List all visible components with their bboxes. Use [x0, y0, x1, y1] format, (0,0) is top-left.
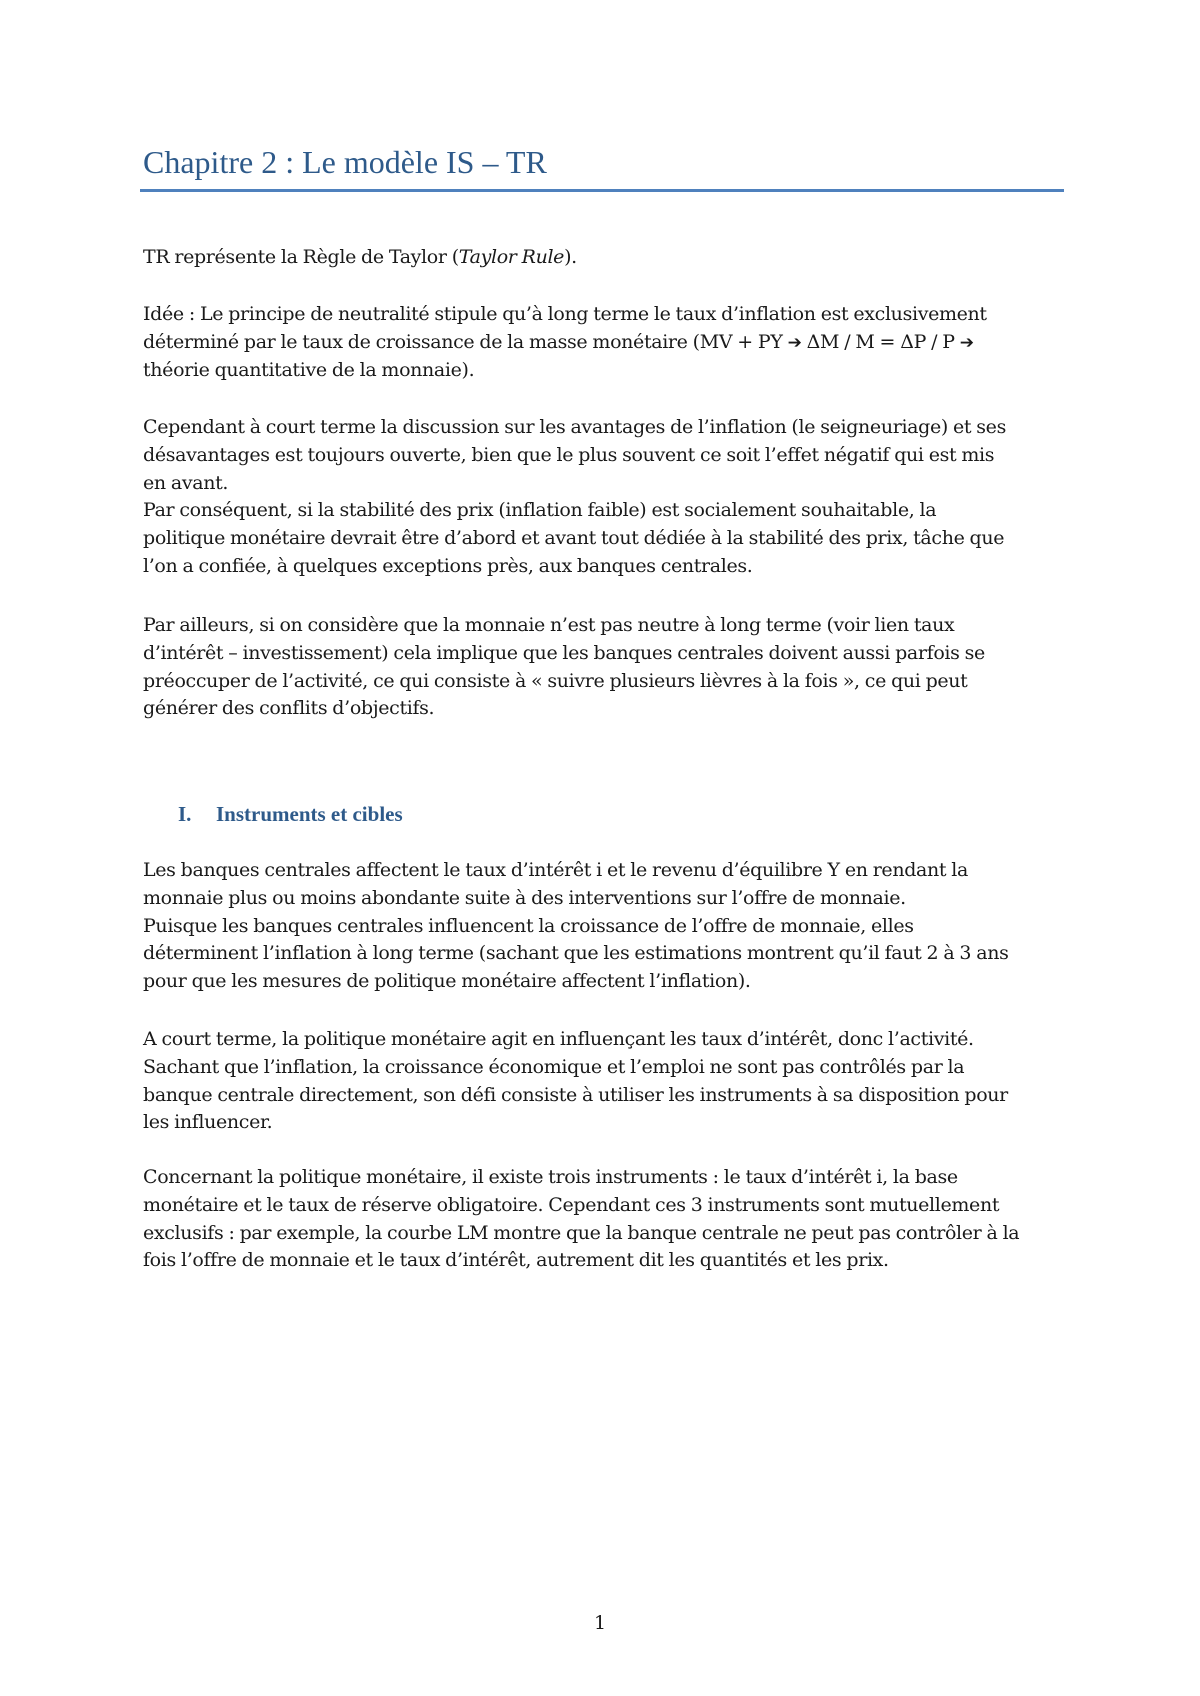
chapter-title: Chapitre 2 : Le modèle IS – TR [143, 144, 547, 180]
paragraph-line: en avant. [143, 471, 229, 494]
paragraph-ailleurs [143, 612, 1068, 723]
paragraph-line: désavantages est toujours ouverte, bien que le plus souvent ce soit l’effet négatif qui est mis [143, 443, 995, 466]
paragraph-line: monnaie plus ou moins abondante suite à des interventions sur l’offre de monnaie. [143, 886, 906, 909]
intro-tail: ). [564, 246, 577, 268]
right-arrow-icon: ➔ [787, 332, 802, 353]
paragraph-line: A court terme, la politique monétaire agit en influençant les taux d’intérêt, donc l’activité. [143, 1028, 974, 1050]
section-heading [178, 800, 403, 828]
idee-line-3: théorie quantitative de la monnaie). [143, 358, 475, 381]
idee-line-1: Idée : Le principe de neutralité stipule qu’à long terme le taux d’inflation est exclusivement [143, 303, 987, 325]
paragraph-line: Puisque les banques centrales influencent la croissance de l’offre de monnaie, elles [143, 914, 914, 937]
paragraph-line: Par conséquent, si la stabilité des prix (inflation faible) est socialement souhaitable, la [143, 499, 937, 522]
paragraph-line: monétaire et le taux de réserve obligatoire. Cependant ces 3 instruments sont mutuellement [143, 1193, 1000, 1216]
paragraph-instruments [143, 1164, 1068, 1275]
paragraph-banques [143, 857, 1068, 996]
title-underline [140, 189, 1064, 192]
idee-line-2-start: déterminé par le taux de croissance de la masse monétaire (MV + PY [143, 330, 788, 353]
paragraph-line: Par ailleurs, si on considère que la monnaie n’est pas neutre à long terme (voir lien taux [143, 614, 955, 636]
paragraph-line: Sachant que l’inflation, la croissance économique et l’emploi ne sont pas contrôlés par la [143, 1055, 965, 1078]
page-number: 1 [593, 1612, 607, 1634]
paragraph-line: préoccuper de l’activité, ce qui consiste à « suivre plusieurs lièvres à la fois », ce qui peut [143, 669, 968, 692]
taylor-rule-term: Taylor Rule [458, 246, 565, 268]
paragraph-line: l’on a confiée, à quelques exceptions près, aux banques centrales. [143, 554, 753, 577]
section-title: Instruments et cibles [216, 802, 403, 826]
paragraph-line: d’intérêt – investissement) cela implique que les banques centrales doivent aussi parfois se [143, 641, 985, 664]
paragraph-line: fois l’offre de monnaie et le taux d’intérêt, autrement dit les quantités et les prix. [143, 1249, 889, 1272]
paragraph-line: banque centrale directement, son défi consiste à utiliser les instruments à sa disposition pour [143, 1083, 1008, 1106]
paragraph-court-terme [143, 1026, 1068, 1137]
paragraph-cependant [143, 414, 1068, 581]
section-number: I. [178, 802, 192, 826]
intro-lead: TR représente la Règle de Taylor ( [143, 246, 459, 268]
intro-paragraph [143, 244, 1068, 272]
paragraph-line: les influencer. [143, 1111, 273, 1134]
paragraph-line: Concernant la politique monétaire, il existe trois instruments : le taux d’intérêt i, la base [143, 1166, 958, 1188]
idee-line-2 [143, 329, 1068, 357]
right-arrow-icon: ➔ [959, 332, 974, 353]
paragraph-line: politique monétaire devrait être d’abord et avant tout dédiée à la stabilité des prix, tâche que [143, 527, 1005, 550]
paragraph-line: Cependant à court terme la discussion sur les avantages de l’inflation (le seigneuriage) et ses [143, 416, 1006, 438]
paragraph-line: Les banques centrales affectent le taux d’intérêt i et le revenu d’équilibre Y en rendant la [143, 859, 968, 881]
paragraph-line: pour que les mesures de politique monétaire affectent l’inflation). [143, 970, 751, 993]
paragraph-line: exclusifs : par exemple, la courbe LM montre que la banque centrale ne peut pas contrôler à la [143, 1221, 1020, 1244]
paragraph-line: générer des conflits d’objectifs. [143, 697, 435, 720]
idee-equation: ΔM / M = ΔP / P [801, 330, 960, 353]
paragraph-line: déterminent l’inflation à long terme (sachant que les estimations montrent qu’il faut 2 à 3 ans [143, 942, 1009, 965]
idee-paragraph [143, 301, 1068, 384]
intro-line [143, 244, 1068, 272]
